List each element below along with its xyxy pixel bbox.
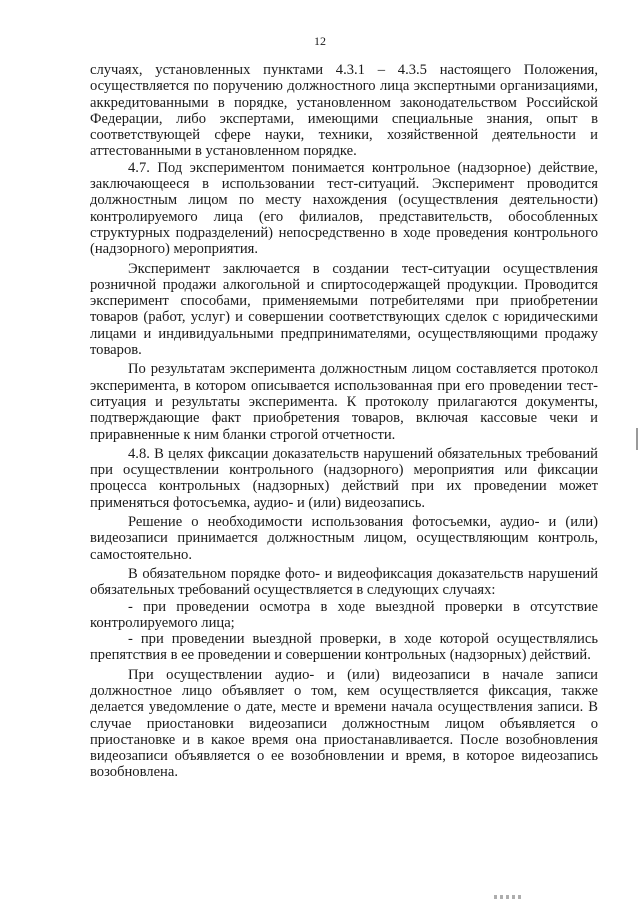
paragraph-recording-decision: Решение о необходимости использования фотосъемки, аудио- и (или) видеозаписи принимается должностным лицом, осуществляющим контроль, самостоятельно. xyxy=(90,514,598,563)
paragraph-continuation: случаях, установленных пунктами 4.3.1 – 4.3.5 настоящего Положения, осуществляется по поручению должностного лица экспертными организациями, аккредитованными в порядке, установленном законодательством Российской Федерации, либо экспертами, имеющими специальные знания, опыт в соответствующей сфере науки, техники, хозяйственной деятельности и аттестованными в установленном порядке. xyxy=(90,62,598,160)
page-number: 12 xyxy=(314,34,326,48)
paragraph-recording-procedure: При осуществлении аудио- и (или) видеозаписи в начале записи должностное лицо объявляет о том, кем осуществляется фиксация, также делается уведомление о дате, месте и времени начала осуществления записи. В случае приостановки видеозаписи должностным лицом объявляется о приостановке и в какое время она приостанавливается. После возобновления видеозаписи объявляется о ее возобновлении и время, в которое видеозапись возобновлена. xyxy=(90,666,598,781)
scan-edge-mark xyxy=(636,428,638,450)
document-body xyxy=(90,62,598,781)
list-item-obstruction: - при проведении выездной проверки, в ходе которой осуществлялись препятствия в ее проведении и совершении контрольных (надзорных) действий. xyxy=(90,631,598,664)
list-item-inspection: - при проведении осмотра в ходе выездной проверки в отсутствие контролируемого лица; xyxy=(90,598,598,631)
paragraph-4-7: 4.7. Под экспериментом понимается контрольное (надзорное) действие, заключающееся в использовании тест-ситуаций. Эксперимент проводится должностным лицом по месту нахождения (осуществления деятельности) контролируемого лица (его филиалов, представительств, обособленных структурных подразделений) непосредственно в ходе проведения контрольного (надзорного) мероприятия. xyxy=(90,159,598,258)
scan-bottom-artifact xyxy=(494,895,522,899)
paragraph-experiment-results: По результатам эксперимента должностным лицом составляется протокол эксперимента, в котором описывается использованная при его проведении тест-ситуация и результаты эксперимента. К протоколу прилагаются документы, подтверждающие факт приобретения товаров, включая кассовые чеки и приравненные к ним бланки строгой отчетности. xyxy=(90,361,598,443)
paragraph-mandatory-fixation: В обязательном порядке фото- и видеофиксация доказательств нарушений обязательных требований осуществляется в следующих случаях: xyxy=(90,565,598,599)
paragraph-experiment: Эксперимент заключается в создании тест-ситуации осуществления розничной продажи алкогольной и спиртосодержащей продукции. Проводится эксперимент способами, применяемыми потребителями при приобретении товаров (работ, услуг) и совершении соответствующих сделок с юридическими лицами и индивидуальными предпринимателями, осуществляющими продажу товаров. xyxy=(90,260,598,359)
paragraph-4-8: 4.8. В целях фиксации доказательств нарушений обязательных требований при осуществлении контрольного (надзорного) мероприятия или фиксации процесса контрольных (надзорных) действий при их проведении может применяться фотосъемка, аудио- и (или) видеозапись. xyxy=(90,445,598,511)
